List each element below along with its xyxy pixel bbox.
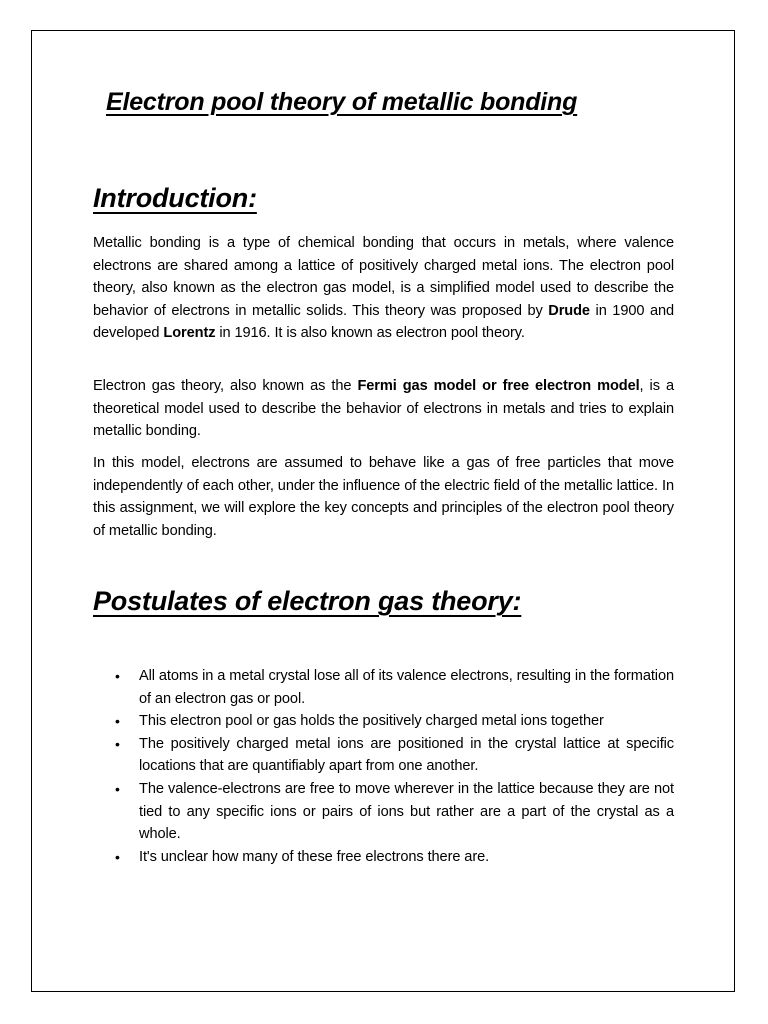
list-item [93, 778, 674, 846]
list-item [93, 733, 674, 778]
introduction-paragraph-1 [93, 232, 674, 345]
bullet-icon: • [115, 848, 120, 865]
text-segment: , is a theoretical model used to describe the behavior of electrons in metals and tries to explain metallic bonding. [93, 378, 674, 440]
list-item [93, 846, 674, 869]
introduction-heading: Introduction: [93, 183, 257, 213]
text-segment: Electron gas theory, also known as the [93, 378, 358, 394]
document-title: Electron pool theory of metallic bonding [106, 88, 578, 116]
list-item [93, 710, 674, 733]
list-item-text: The valence-electrons are free to move wherever in the lattice because they are not tied to any specific ions or pairs of ions but rather are a part of the crystal as a whole. [139, 780, 674, 843]
bold-term-fermi-gas-model: Fermi gas model or free electron model [357, 378, 640, 394]
list-item-text: The positively charged metal ions are positioned in the crystal lattice at specific locations that are quantifiably apart from one another. [139, 735, 674, 775]
text-segment: in 1916. It is also known as electron pool theory. [215, 325, 525, 342]
list-item-text: This electron pool or gas holds the positively charged metal ions together [139, 713, 604, 730]
introduction-paragraph-2 [93, 375, 674, 443]
text-segment: Metallic bonding is a type of chemical bonding that occurs in metals, where valence electrons are shared among a lattice of positively charged metal ions. The electron pool theory, also known as the electron gas model, is a simplified model used to describe the behavior of electrons in metallic solids. This theory was proposed by [93, 235, 674, 319]
list-item-text: It's unclear how many of these free electrons there are. [139, 848, 490, 865]
bullet-icon: • [115, 780, 120, 797]
postulates-list [93, 665, 674, 868]
bullet-icon: • [115, 735, 120, 752]
bold-term-drude: Drude [548, 302, 590, 319]
bullet-icon: • [115, 713, 120, 730]
bold-term-lorentz: Lorentz [163, 325, 216, 342]
bullet-icon: • [115, 668, 120, 684]
list-item-text: All atoms in a metal crystal lose all of its valence electrons, resulting in the formation of an electron gas or pool. [139, 668, 674, 707]
text-segment: in 1900 and developed [93, 302, 675, 342]
list-item [93, 665, 674, 710]
introduction-paragraph-3: In this model, electrons are assumed to behave like a gas of free particles that move independently of each other, under the influence of the electric field of the metallic lattice. In this assignment, we will explore the key concepts and principles of the electron pool theory of metallic bonding. [93, 455, 674, 539]
postulates-heading: Postulates of electron gas theory: [93, 586, 522, 616]
